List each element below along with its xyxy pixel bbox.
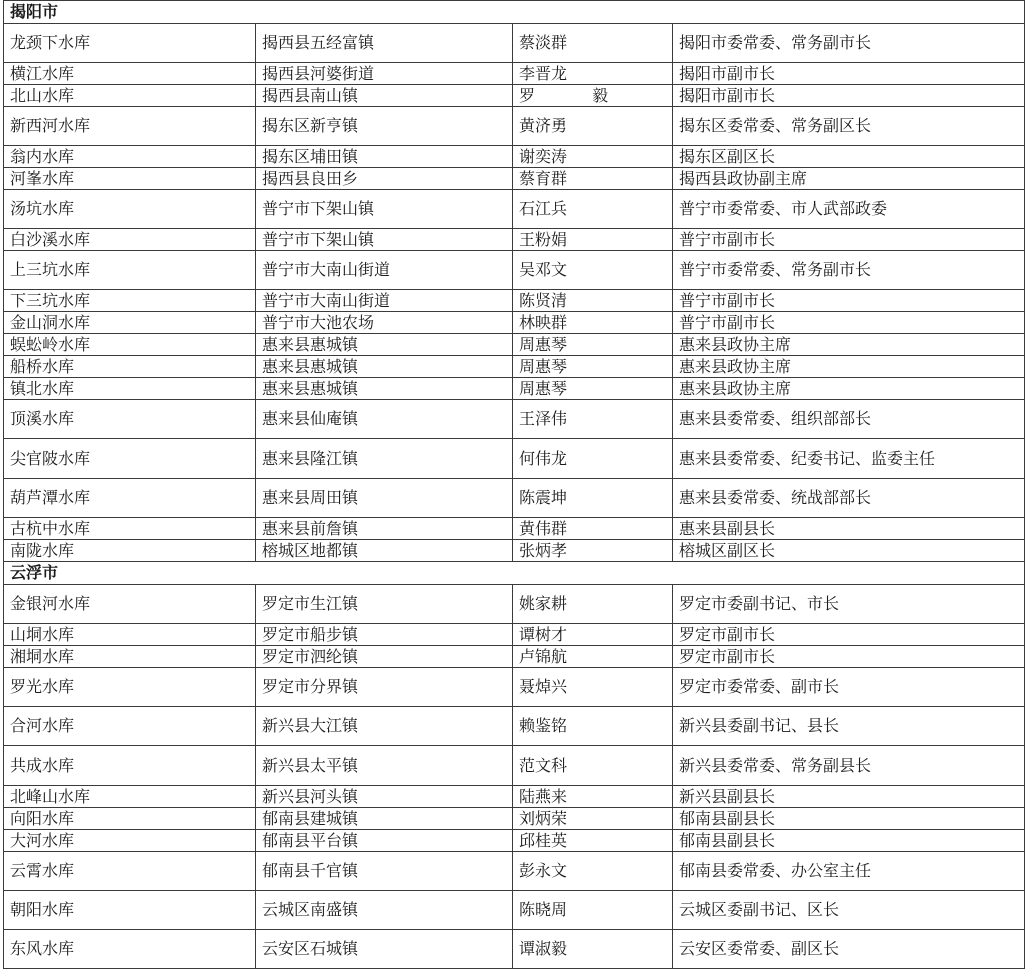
table-row <box>4 229 1025 251</box>
reservoir-name-cell: 山垌水库 <box>4 624 256 646</box>
responsible-person-cell: 陆燕来 <box>513 786 673 808</box>
table-row <box>4 707 1025 746</box>
reservoir-name-cell: 南陇水库 <box>4 540 256 562</box>
reservoir-name-cell: 新西河水库 <box>4 107 256 146</box>
position-cell: 揭东区副区长 <box>673 146 1025 168</box>
position-cell: 普宁市副市长 <box>673 312 1025 334</box>
position-cell: 新兴县委常委、常务副县长 <box>673 746 1025 786</box>
location-cell: 罗定市生江镇 <box>256 585 513 624</box>
table-row <box>4 668 1025 707</box>
position-cell: 惠来县副县长 <box>673 518 1025 540</box>
location-cell: 惠来县周田镇 <box>256 479 513 518</box>
table-row <box>4 930 1025 969</box>
location-cell: 普宁市大南山街道 <box>256 251 513 290</box>
reservoir-name-cell: 罗光水库 <box>4 668 256 707</box>
location-cell: 揭东区新亨镇 <box>256 107 513 146</box>
position-cell: 郁南县副县长 <box>673 830 1025 852</box>
table-row <box>4 290 1025 312</box>
location-cell: 郁南县建城镇 <box>256 808 513 830</box>
table-row <box>4 85 1025 107</box>
responsible-person-cell: 谢奕涛 <box>513 146 673 168</box>
reservoir-name-cell: 金银河水库 <box>4 585 256 624</box>
position-cell: 罗定市委副书记、市长 <box>673 585 1025 624</box>
location-cell: 罗定市泗纶镇 <box>256 646 513 668</box>
reservoir-name-cell: 下三坑水库 <box>4 290 256 312</box>
position-cell: 云安区委常委、副区长 <box>673 930 1025 969</box>
position-cell: 揭西县政协副主席 <box>673 168 1025 190</box>
responsible-person-cell: 赖鉴铭 <box>513 707 673 746</box>
reservoir-name-cell: 船桥水库 <box>4 356 256 378</box>
responsible-person-cell: 姚家耕 <box>513 585 673 624</box>
reservoir-name-cell: 朝阳水库 <box>4 891 256 930</box>
responsible-person-cell: 卢锦航 <box>513 646 673 668</box>
table-row <box>4 312 1025 334</box>
position-cell: 揭阳市副市长 <box>673 85 1025 107</box>
location-cell: 普宁市大池农场 <box>256 312 513 334</box>
reservoir-name-cell: 北山水库 <box>4 85 256 107</box>
reservoir-name-cell: 共成水库 <box>4 746 256 786</box>
location-cell: 惠来县隆江镇 <box>256 439 513 479</box>
table-row <box>4 378 1025 400</box>
section-title: 云浮市 <box>4 562 1025 585</box>
responsible-person-cell: 范文科 <box>513 746 673 786</box>
table-row <box>4 786 1025 808</box>
location-cell: 新兴县太平镇 <box>256 746 513 786</box>
responsible-person-cell: 谭树才 <box>513 624 673 646</box>
table-row <box>4 168 1025 190</box>
responsible-person-cell: 聂焯兴 <box>513 668 673 707</box>
location-cell: 揭西县良田乡 <box>256 168 513 190</box>
location-cell: 罗定市船步镇 <box>256 624 513 646</box>
responsible-person-cell: 蔡育群 <box>513 168 673 190</box>
responsible-person-cell: 李晋龙 <box>513 63 673 85</box>
responsible-person-cell: 彭永文 <box>513 852 673 891</box>
table-row <box>4 808 1025 830</box>
location-cell: 惠来县前詹镇 <box>256 518 513 540</box>
responsible-person-cell: 罗 毅 <box>513 85 673 107</box>
position-cell: 郁南县副县长 <box>673 808 1025 830</box>
position-cell: 惠来县政协主席 <box>673 356 1025 378</box>
table-row <box>4 891 1025 930</box>
position-cell: 普宁市副市长 <box>673 229 1025 251</box>
position-cell: 郁南县委常委、办公室主任 <box>673 852 1025 891</box>
reservoir-name-cell: 尖官陂水库 <box>4 439 256 479</box>
table-row <box>4 646 1025 668</box>
position-cell: 罗定市副市长 <box>673 646 1025 668</box>
location-cell: 揭东区埔田镇 <box>256 146 513 168</box>
location-cell: 云城区南盛镇 <box>256 891 513 930</box>
responsible-person-cell: 王泽伟 <box>513 400 673 439</box>
location-cell: 揭西县五经富镇 <box>256 24 513 63</box>
location-cell: 惠来县惠城镇 <box>256 334 513 356</box>
table-row <box>4 107 1025 146</box>
table-row <box>4 624 1025 646</box>
reservoir-name-cell: 白沙溪水库 <box>4 229 256 251</box>
position-cell: 揭东区委常委、常务副区长 <box>673 107 1025 146</box>
responsible-person-cell: 张炳孝 <box>513 540 673 562</box>
reservoir-name-cell: 葫芦潭水库 <box>4 479 256 518</box>
table-row <box>4 540 1025 562</box>
reservoir-name-cell: 龙颈下水库 <box>4 24 256 63</box>
position-cell: 惠来县委常委、纪委书记、监委主任 <box>673 439 1025 479</box>
location-cell: 惠来县惠城镇 <box>256 356 513 378</box>
reservoir-name-cell: 翁内水库 <box>4 146 256 168</box>
responsible-person-cell: 黄济勇 <box>513 107 673 146</box>
position-cell: 普宁市副市长 <box>673 290 1025 312</box>
location-cell: 揭西县河婆街道 <box>256 63 513 85</box>
responsible-person-cell: 刘炳荣 <box>513 808 673 830</box>
table-row <box>4 356 1025 378</box>
responsible-person-cell: 陈震坤 <box>513 479 673 518</box>
location-cell: 惠来县惠城镇 <box>256 378 513 400</box>
reservoir-name-cell: 蜈蚣岭水库 <box>4 334 256 356</box>
location-cell: 普宁市下架山镇 <box>256 229 513 251</box>
reservoir-name-cell: 北峰山水库 <box>4 786 256 808</box>
reservoir-name-cell: 合河水库 <box>4 707 256 746</box>
location-cell: 揭西县南山镇 <box>256 85 513 107</box>
location-cell: 普宁市下架山镇 <box>256 190 513 229</box>
reservoir-name-cell: 古杭中水库 <box>4 518 256 540</box>
reservoir-name-cell: 向阳水库 <box>4 808 256 830</box>
responsible-person-cell: 吴邓文 <box>513 251 673 290</box>
responsible-person-cell: 蔡淡群 <box>513 24 673 63</box>
reservoir-name-cell: 上三坑水库 <box>4 251 256 290</box>
table-row <box>4 190 1025 229</box>
reservoir-name-cell: 湘垌水库 <box>4 646 256 668</box>
responsible-person-cell: 林映群 <box>513 312 673 334</box>
location-cell: 新兴县大江镇 <box>256 707 513 746</box>
table-row <box>4 400 1025 439</box>
responsible-person-cell: 陈晓周 <box>513 891 673 930</box>
reservoir-name-cell: 大河水库 <box>4 830 256 852</box>
location-cell: 新兴县河头镇 <box>256 786 513 808</box>
position-cell: 榕城区副区长 <box>673 540 1025 562</box>
table-row <box>4 830 1025 852</box>
section-header-row <box>4 1 1025 24</box>
reservoir-name-cell: 东风水库 <box>4 930 256 969</box>
responsible-person-cell: 王粉娟 <box>513 229 673 251</box>
section-title: 揭阳市 <box>4 1 1025 24</box>
position-cell: 普宁市委常委、市人武部政委 <box>673 190 1025 229</box>
location-cell: 普宁市大南山街道 <box>256 290 513 312</box>
reservoir-name-cell: 汤坑水库 <box>4 190 256 229</box>
table-row <box>4 146 1025 168</box>
table-row <box>4 334 1025 356</box>
table-row <box>4 746 1025 786</box>
table-row <box>4 585 1025 624</box>
position-cell: 罗定市副市长 <box>673 624 1025 646</box>
reservoir-name-cell: 河峯水库 <box>4 168 256 190</box>
responsible-person-cell: 陈贤清 <box>513 290 673 312</box>
reservoir-name-cell: 镇北水库 <box>4 378 256 400</box>
position-cell: 惠来县委常委、统战部部长 <box>673 479 1025 518</box>
position-cell: 揭阳市委常委、常务副市长 <box>673 24 1025 63</box>
position-cell: 新兴县委副书记、县长 <box>673 707 1025 746</box>
reservoir-name-cell: 横江水库 <box>4 63 256 85</box>
reservoir-name-cell: 云霄水库 <box>4 852 256 891</box>
responsible-person-cell: 黄伟群 <box>513 518 673 540</box>
table-row <box>4 439 1025 479</box>
position-cell: 惠来县政协主席 <box>673 378 1025 400</box>
position-cell: 惠来县委常委、组织部部长 <box>673 400 1025 439</box>
location-cell: 榕城区地都镇 <box>256 540 513 562</box>
responsible-person-cell: 石江兵 <box>513 190 673 229</box>
responsible-person-cell: 谭淑毅 <box>513 930 673 969</box>
position-cell: 罗定市委常委、副市长 <box>673 668 1025 707</box>
reservoir-responsibility-table <box>3 0 1025 969</box>
table-row <box>4 518 1025 540</box>
location-cell: 惠来县仙庵镇 <box>256 400 513 439</box>
responsible-person-cell: 邱桂英 <box>513 830 673 852</box>
responsible-person-cell: 周惠琴 <box>513 356 673 378</box>
position-cell: 新兴县副县长 <box>673 786 1025 808</box>
location-cell: 郁南县平台镇 <box>256 830 513 852</box>
table-row <box>4 251 1025 290</box>
table-row <box>4 479 1025 518</box>
section-header-row <box>4 562 1025 585</box>
reservoir-name-cell: 顶溪水库 <box>4 400 256 439</box>
table-row <box>4 63 1025 85</box>
responsible-person-cell: 何伟龙 <box>513 439 673 479</box>
table-row <box>4 852 1025 891</box>
responsible-person-cell: 周惠琴 <box>513 378 673 400</box>
responsible-person-cell: 周惠琴 <box>513 334 673 356</box>
position-cell: 云城区委副书记、区长 <box>673 891 1025 930</box>
location-cell: 罗定市分界镇 <box>256 668 513 707</box>
position-cell: 普宁市委常委、常务副市长 <box>673 251 1025 290</box>
position-cell: 惠来县政协主席 <box>673 334 1025 356</box>
position-cell: 揭阳市副市长 <box>673 63 1025 85</box>
location-cell: 郁南县千官镇 <box>256 852 513 891</box>
reservoir-name-cell: 金山洞水库 <box>4 312 256 334</box>
table-row <box>4 24 1025 63</box>
location-cell: 云安区石城镇 <box>256 930 513 969</box>
